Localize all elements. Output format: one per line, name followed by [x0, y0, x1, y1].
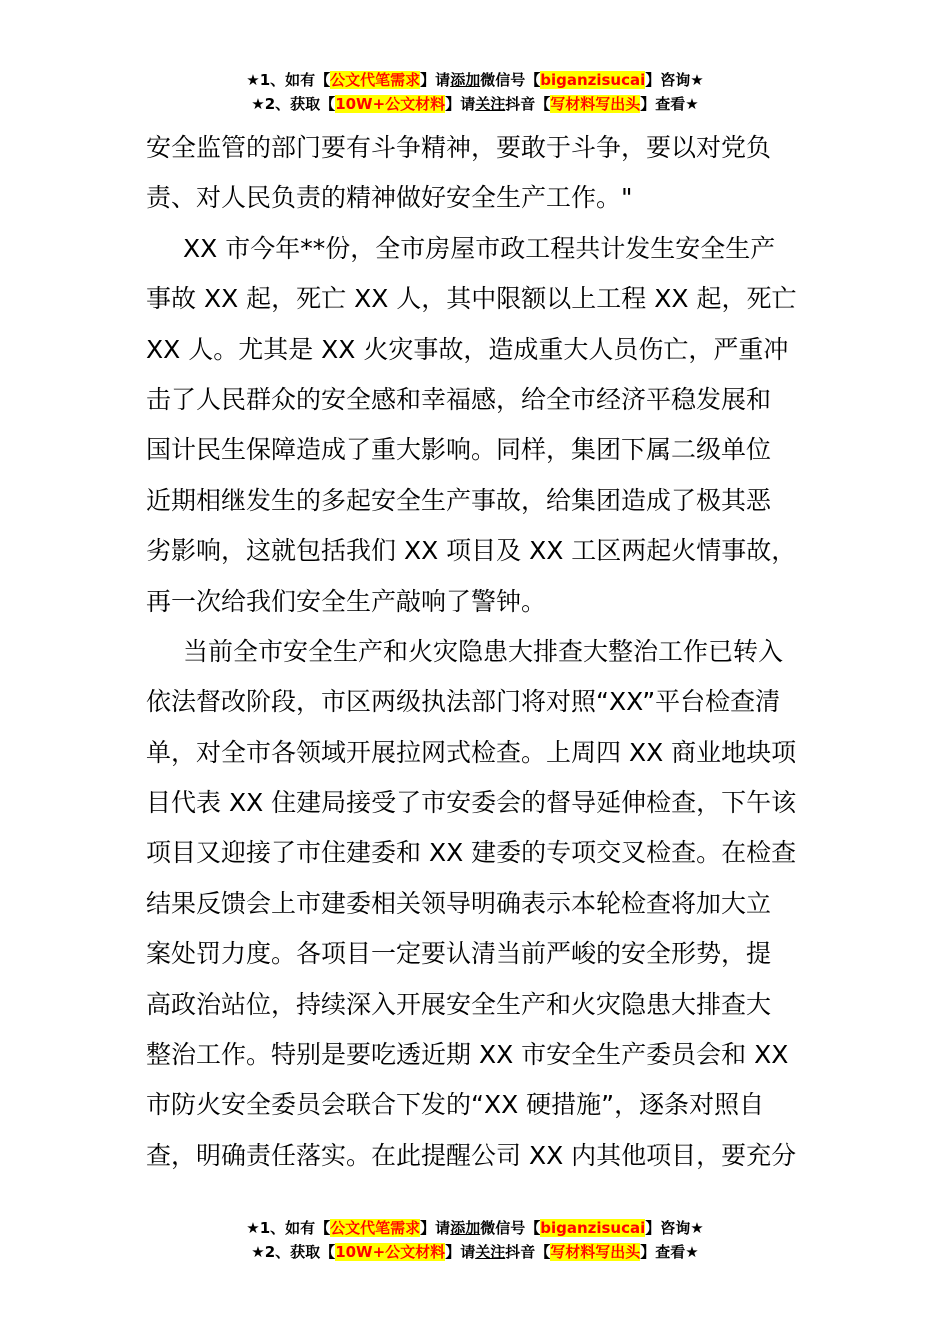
text-line: 安全监管的部门要有斗争精神，要敢于斗争，要以对党负 [146, 133, 772, 162]
douyin-id-highlight: 写材料写出头 [550, 95, 641, 113]
text-line: 整治工作。特别是要吃透近期 XX 市安全生产委员会和 XX [146, 1040, 789, 1070]
promo-line-1: ★1、如有【公文代笔需求】请添加微信号【biganzisucai】咨询★ [246, 71, 704, 89]
paragraph-first-line: XX 市今年**份，全市房屋市政工程共计发生安全生产 [183, 233, 776, 263]
text-line: 近期相继发生的多起安全生产事故，给集团造成了极其恶 [146, 485, 772, 515]
footer-promo-banner [0, 1216, 950, 1264]
text-line: 高政治站位，持续深入开展安全生产和火灾隐患大排查大 [146, 989, 772, 1019]
text-line: 依法督改阶段，市区两级执法部门将对照“XX”平台检查清 [146, 687, 781, 717]
paragraph-first-line: 当前全市安全生产和火灾隐患大排查大整治工作已转入 [183, 636, 784, 666]
text-line: XX 人。尤其是 XX 火灾事故，造成重大人员伤亡，严重冲 [146, 334, 789, 364]
wechat-id-highlight: biganzisucai [540, 1219, 646, 1237]
promo-highlight: 公文代笔需求 [330, 1219, 421, 1237]
text-line: 结果反馈会上市建委相关领导明确表示本轮检查将加大立 [146, 888, 772, 918]
promo-line-1: ★1、如有【公文代笔需求】请添加微信号【biganzisucai】咨询★ [246, 1219, 704, 1237]
text-line: 项目又迎接了市住建委和 XX 建委的专项交叉检查。在检查 [146, 838, 797, 868]
text-line: 事故 XX 起，死亡 XX 人，其中限额以上工程 XX 起，死亡 [146, 284, 797, 314]
text-line: 劣影响，这就包括我们 XX 项目及 XX 工区两起火情事故， [146, 536, 797, 566]
header-promo-banner [0, 68, 950, 116]
wechat-id-highlight: biganzisucai [540, 71, 646, 89]
promo-highlight: 公文代笔需求 [330, 71, 421, 89]
text-line: 击了人民群众的安全感和幸福感，给全市经济平稳发展和 [146, 384, 772, 414]
text-line: 责、对人民负责的精神做好安全生产工作。" [146, 183, 633, 213]
text-line: 国计民生保障造成了重大影响。同样，集团下属二级单位 [146, 435, 772, 465]
text-line: 查，明确责任落实。在此提醒公司 XX 内其他项目，要充分 [146, 1140, 797, 1170]
text-line: 市防火安全委员会联合下发的“XX 硬措施”，逐条对照自 [146, 1090, 765, 1120]
text-line: 目代表 XX 住建局接受了市安委会的督导延伸检查，下午该 [146, 788, 797, 818]
promo-line-2: ★2、获取【10W+公文材料】请关注抖音【写材料写出头】查看★ [251, 95, 699, 113]
douyin-id-highlight: 写材料写出头 [550, 1243, 641, 1261]
text-line: 单，对全市各领域开展拉网式检查。上周四 XX 商业地块项 [146, 737, 797, 767]
text-line: 再一次给我们安全生产敲响了警钟。 [146, 586, 547, 616]
promo-highlight: 10W+公文材料 [335, 1243, 446, 1261]
promo-line-2: ★2、获取【10W+公文材料】请关注抖音【写材料写出头】查看★ [251, 1243, 699, 1261]
promo-highlight: 10W+公文材料 [335, 95, 446, 113]
document-body [146, 123, 812, 1181]
text-line: 案处罚力度。各项目一定要认清当前严峻的安全形势，提 [146, 939, 772, 969]
